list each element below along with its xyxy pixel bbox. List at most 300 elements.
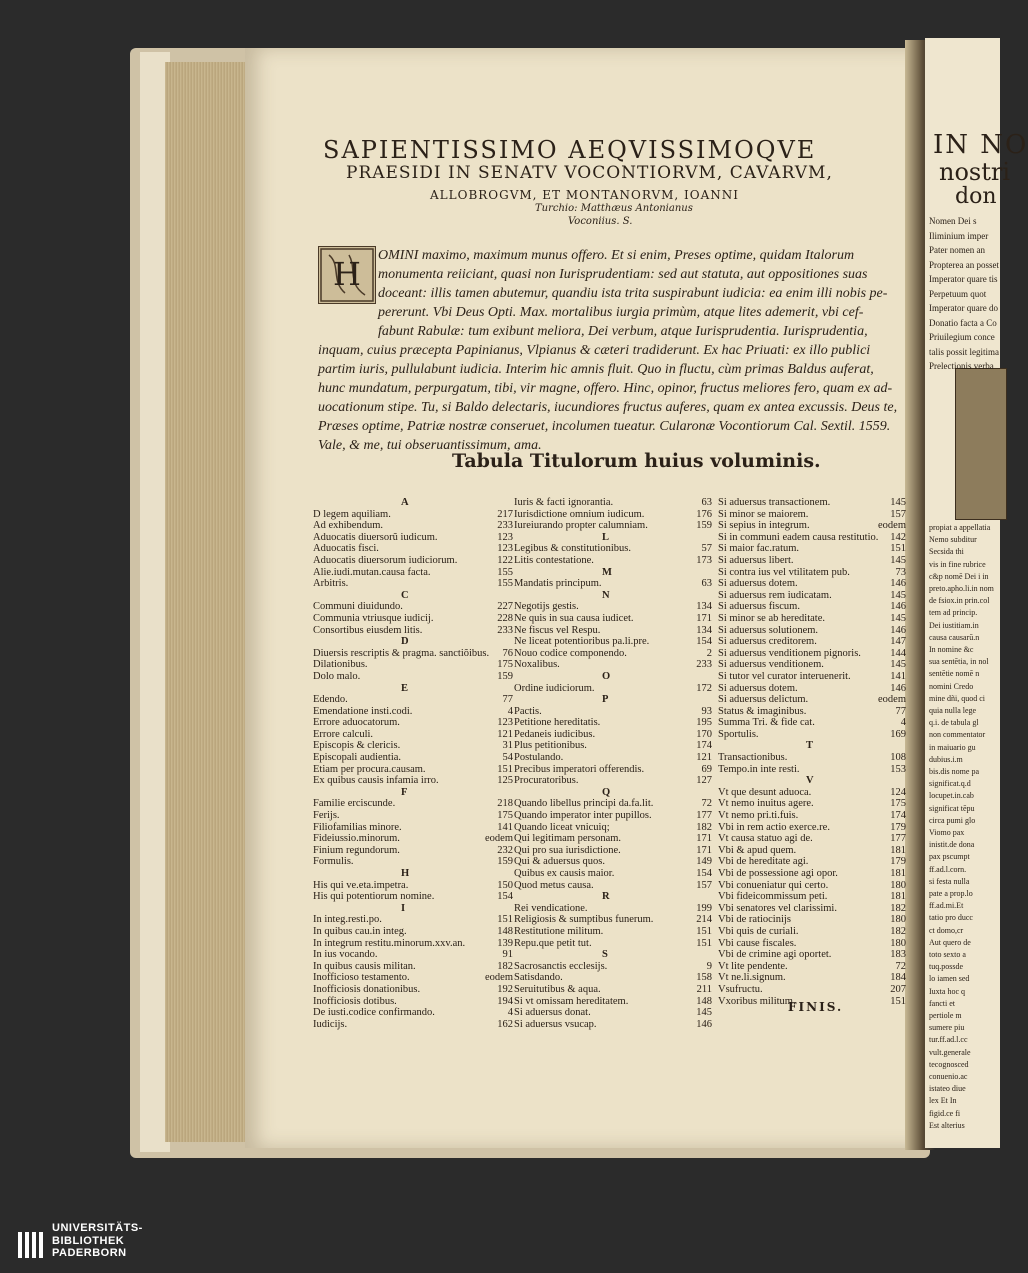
index-entry-page: 181 — [890, 844, 906, 856]
index-entry — [514, 520, 714, 532]
facing-text-line: vis in fine rubrice — [929, 559, 986, 569]
index-entry-page: 233 — [696, 659, 712, 671]
index-entry — [718, 972, 908, 984]
facing-text-line: propiat a appellatia — [929, 523, 991, 532]
index-entry-title: Iudicijs. — [313, 1018, 348, 1030]
index-entry-title: L — [602, 531, 610, 543]
index-entry-page: 91 — [502, 949, 513, 961]
index-entry — [718, 729, 908, 741]
index-entry — [313, 810, 513, 822]
index-entry — [514, 636, 714, 648]
body-line: pererunt. Vbi Deus Opti. Max. mortalibus iurgia primùm, atque lites ademerit, vbi cef- — [378, 305, 864, 320]
index-entry-title: T — [806, 740, 814, 752]
index-entry — [514, 497, 714, 509]
index-entry-title: Si contra ius vel vtilitatem pub. — [718, 566, 850, 578]
facing-heading-2: nostri — [939, 158, 1011, 186]
index-entry — [718, 717, 908, 729]
index-entry-title: Pactis. — [514, 705, 542, 717]
index-entry — [514, 543, 714, 555]
index-entry-page: 180 — [890, 937, 906, 949]
index-entry — [514, 752, 714, 764]
index-entry-title: Si tutor vel curator interuenerit. — [718, 670, 851, 682]
facing-text-line: lex Et In — [929, 1096, 957, 1106]
index-entry — [718, 891, 908, 903]
facing-text-line: Est alterius — [929, 1120, 965, 1130]
index-entry-page: 233 — [497, 520, 513, 532]
body-line: monumenta reiiciant, quasi non Iurisprudentiam: sed aut statuta, aut oppositiones suas — [378, 267, 868, 282]
index-entry-title: Vbi de crimine agi oportet. — [718, 949, 832, 961]
index-entry-title: In integ.resti.po. — [313, 914, 382, 926]
index-entry-title: Si aduersus rem iudicatam. — [718, 589, 832, 601]
index-entry-title: V — [806, 775, 814, 787]
index-entry — [313, 972, 513, 984]
facing-text-line: Iuxta hoc q — [929, 986, 965, 996]
facing-text-line: tem ad princip. — [929, 608, 978, 618]
index-entry — [718, 625, 908, 637]
index-entry — [718, 752, 908, 764]
index-entry-page: 145 — [890, 612, 906, 624]
library-name-line2: BIBLIOTHEK — [52, 1234, 125, 1247]
index-entry-page: 63 — [701, 578, 712, 590]
index-entry — [313, 880, 513, 892]
index-entry — [514, 880, 714, 892]
facing-text-line: significat tēpu — [929, 803, 975, 813]
index-entry-title: Ne liceat potentioribus pa.li.pre. — [514, 636, 650, 648]
index-entry-title: Vbi de hereditate agi. — [718, 856, 809, 868]
index-entry-page: 147 — [890, 636, 906, 648]
index-entry — [514, 625, 714, 637]
index-entry-page: 151 — [890, 995, 906, 1007]
index-entry-page: 158 — [696, 972, 712, 984]
index-letter-heading — [514, 671, 714, 683]
facing-list-line: Iliminium imper — [929, 230, 989, 241]
index-entry-title: Etiam per procura.causam. — [313, 763, 426, 775]
index-entry-page: 179 — [890, 856, 906, 868]
index-entry-page: 145 — [890, 554, 906, 566]
index-entry-title: Petitione hereditatis. — [514, 717, 601, 729]
index-entry — [514, 613, 714, 625]
index-entry — [514, 578, 714, 590]
index-entry — [313, 926, 513, 938]
facing-text-line: ff.ad.l.corn. — [929, 864, 967, 874]
index-entry — [313, 578, 513, 590]
index-entry-page: 127 — [696, 775, 712, 787]
index-entry-title: Si minor se maiorem. — [718, 508, 809, 520]
index-letter-heading — [514, 694, 714, 706]
index-entry-title: Vsufructu. — [718, 983, 763, 995]
facing-text-line: inistit.de dona — [929, 840, 975, 850]
index-entry-title: Pedaneis iudicibus. — [514, 728, 596, 740]
facing-text-line: in maiuario gu — [929, 742, 976, 752]
facing-text-line: quia nulla lege — [929, 706, 977, 715]
index-entry-title: Litis contestatione. — [514, 554, 594, 566]
index-entry — [313, 729, 513, 741]
library-name — [52, 1222, 143, 1260]
page-stack-edge — [165, 62, 250, 1142]
index-letter-heading — [514, 787, 714, 799]
index-entry — [313, 949, 513, 961]
index-entry — [514, 984, 714, 996]
index-entry — [718, 938, 908, 950]
facing-text-line: ff.ad.mi.Et — [929, 901, 964, 911]
index-entry-page: 159 — [497, 856, 513, 868]
index-entry — [313, 706, 513, 718]
index-entry — [718, 671, 908, 683]
facing-text-line: dubius.i.m — [929, 754, 963, 764]
index-entry-title: Vt nemo pri.ti.fuis. — [718, 810, 799, 822]
index-entry — [514, 740, 714, 752]
index-entry-title: Sportulis. — [718, 728, 759, 740]
index-entry — [718, 822, 908, 834]
index-entry — [313, 938, 513, 950]
index-entry — [313, 659, 513, 671]
index-entry — [718, 880, 908, 892]
index-entry-title: Repu.que petit tut. — [514, 937, 592, 949]
index-entry-title: Emendatione insti.codi. — [313, 705, 413, 717]
facing-text-line: pertiole m — [929, 1011, 962, 1020]
index-entry-page: 176 — [696, 508, 712, 520]
facing-text-line: tatio pro ducc — [929, 913, 973, 923]
index-entry-title: Errore aduocatorum. — [313, 717, 400, 729]
index-entry-page: 182 — [497, 960, 513, 972]
index-entry-page: 146 — [890, 601, 906, 613]
index-letter-heading — [313, 683, 513, 695]
index-entry-page: 182 — [890, 925, 906, 937]
index-entry — [514, 996, 714, 1008]
index-entry — [313, 601, 513, 613]
right-page-fragment — [925, 38, 1028, 1148]
index-entry-title: Errore calculi. — [313, 728, 374, 740]
index-entry-title: Si sepius in integrum. — [718, 520, 810, 532]
index-entry-page: 180 — [890, 914, 906, 926]
index-entry-title: F — [401, 786, 408, 798]
index-entry-page: 169 — [890, 728, 906, 740]
index-entry — [514, 717, 714, 729]
index-entry — [313, 740, 513, 752]
index-entry-page: 199 — [696, 902, 712, 914]
index-entry-page: 123 — [497, 543, 513, 555]
index-entry-title: Si in communi eadem causa restitutio. — [718, 531, 879, 543]
index-entry — [718, 497, 908, 509]
body-line: doceant: illis tamen abutemur, quandiu ista trita suspirabunt iudicia: ea enim illi nobis pe- — [378, 286, 888, 301]
index-entry — [313, 798, 513, 810]
index-entry-page: 146 — [890, 624, 906, 636]
dedication-heading-line4: Turchio: Matthæus Antonianus — [535, 203, 693, 214]
index-entry-title: Sacrosanctis ecclesijs. — [514, 960, 608, 972]
index-column-3 — [718, 497, 908, 1007]
body-line: Vale, & me, tui obseruantissimum, ama. — [318, 438, 542, 453]
index-entry-title: Restitutione militum. — [514, 925, 604, 937]
index-entry-page: 146 — [890, 682, 906, 694]
index-entry-title: A — [401, 497, 409, 508]
facing-text-line: istateo diue — [929, 1084, 966, 1094]
facing-text-line: q.i. de tabula gl — [929, 718, 979, 728]
index-entry — [313, 822, 513, 834]
index-entry-page: 2 — [706, 647, 712, 659]
index-entry-title: S — [602, 949, 608, 961]
dedication-heading-line2: PRAESIDI IN SENATV VOCONTIORVM, CAVARVM, — [346, 163, 833, 183]
index-entry-page: 157 — [890, 508, 906, 520]
facing-text-line: vult.generale — [929, 1047, 971, 1057]
index-entry-title: D — [401, 636, 409, 648]
index-entry-title: Vt ne.li.signum. — [718, 972, 786, 984]
index-entry-page: 141 — [890, 670, 906, 682]
index-entry-title: M — [602, 566, 612, 578]
index-entry — [718, 613, 908, 625]
index-entry-page: 177 — [890, 833, 906, 845]
index-entry-title: Postulando. — [514, 752, 564, 764]
index-entry — [313, 520, 513, 532]
facing-text-line: lo iamen sed — [929, 974, 970, 984]
index-entry — [313, 856, 513, 868]
index-entry-page: 123 — [497, 531, 513, 543]
facing-text-line: Secsida thi — [929, 547, 964, 557]
index-entry — [718, 590, 908, 602]
index-entry — [514, 1007, 714, 1019]
dedication-heading-line1: SAPIENTISSIMO AEQVISSIMOQVE — [323, 136, 817, 164]
index-entry-page: 153 — [890, 763, 906, 775]
body-line: OMINI maximo, maximum munus offero. Et si enim, Preses optime, quidam Italorum — [378, 248, 855, 263]
index-entry-page: 150 — [497, 879, 513, 891]
index-entry-page: 123 — [497, 717, 513, 729]
index-entry — [313, 671, 513, 683]
index-entry-page: 172 — [696, 682, 712, 694]
index-entry — [514, 648, 714, 660]
index-entry-page: eodem — [485, 972, 513, 984]
facing-text-line: significat.q.d — [929, 779, 971, 789]
index-entry — [313, 625, 513, 637]
index-entry-title: Fideiussio.minorum. — [313, 833, 400, 845]
index-letter-heading — [514, 590, 714, 602]
index-entry-title: Formulis. — [313, 856, 354, 868]
index-entry-page: 31 — [502, 740, 513, 752]
index-entry — [718, 567, 908, 579]
dedication-heading-line3: ALLOBROGVM, ET MONTANORVM, IOANNI — [430, 188, 740, 202]
index-entry-title: Diuersis rescriptis & pragma. sanctiõibus. — [313, 647, 490, 659]
index-entry — [313, 543, 513, 555]
index-entry — [718, 578, 908, 590]
index-entry-title: Q — [602, 786, 611, 798]
index-entry — [514, 683, 714, 695]
index-entry-page: 184 — [890, 972, 906, 984]
index-entry-title: In quibus causis militan. — [313, 960, 416, 972]
index-entry-title: C — [401, 589, 409, 601]
index-entry-title: Si aduersus solutionem. — [718, 624, 819, 636]
index-entry-page: 154 — [696, 636, 712, 648]
index-entry-page: 93 — [701, 705, 712, 717]
facing-text-line: non commentator — [929, 730, 986, 740]
index-entry — [514, 706, 714, 718]
index-entry-title: Qui pro sua iurisdictione. — [514, 844, 621, 856]
facing-text-line: In nomine &c — [929, 645, 974, 654]
index-letter-heading — [514, 567, 714, 579]
index-entry — [514, 822, 714, 834]
index-entry-page: 154 — [497, 891, 513, 903]
index-entry — [514, 555, 714, 567]
index-entry — [313, 996, 513, 1008]
index-entry-title: Tempo.in inte resti. — [718, 763, 800, 775]
facing-list-line: Donatio facta a Co — [929, 317, 997, 328]
index-entry-title: Episcopis & clericis. — [313, 740, 401, 752]
index-entry — [718, 648, 908, 660]
index-entry — [718, 659, 908, 671]
library-logo-icon — [18, 1230, 44, 1260]
index-entry-title: Si maior fac.ratum. — [718, 543, 800, 555]
facing-text-line: de fsiox.in prin.col — [929, 596, 990, 606]
index-entry-page: 175 — [890, 798, 906, 810]
index-entry-page: 181 — [890, 891, 906, 903]
facing-text-line: pate a prop.lo — [929, 889, 973, 898]
index-entry-title: Vbi cause fiscales. — [718, 937, 797, 949]
index-entry-page: 146 — [696, 1018, 712, 1030]
index-entry-page: 148 — [497, 925, 513, 937]
facing-text-line: ct domo,cr — [929, 925, 964, 935]
index-entry-page: 155 — [497, 578, 513, 590]
index-entry-title: Vbi fideicommissum peti. — [718, 891, 828, 903]
facing-text-line: tuq.possde — [929, 962, 963, 972]
index-entry-title: Si aduersus dotem. — [718, 682, 798, 694]
index-entry-page: 124 — [890, 786, 906, 798]
index-entry — [313, 914, 513, 926]
index-letter-heading — [313, 868, 513, 880]
index-entry-page: 145 — [696, 1007, 712, 1019]
index-entry-page: 151 — [890, 543, 906, 555]
index-entry-page: 125 — [497, 775, 513, 787]
svg-text:H: H — [333, 255, 361, 293]
index-entry — [718, 764, 908, 776]
index-entry-page: 77 — [502, 694, 513, 706]
index-entry — [514, 926, 714, 938]
index-entry-title: Ad exhibendum. — [313, 520, 383, 532]
facing-list-line: talis possit legitima — [929, 346, 999, 357]
index-entry-title: De iusti.codice confirmando. — [313, 1007, 435, 1019]
index-entry-title: Consortibus eiusdem litis. — [313, 624, 423, 636]
facing-text-line: pax pscumpt — [929, 852, 970, 862]
facing-text-line: fancti et — [929, 998, 955, 1008]
index-entry-title: Vbi de possessione agi opor. — [718, 868, 838, 879]
index-entry — [313, 717, 513, 729]
index-entry-page: 171 — [696, 833, 712, 845]
index-entry-page: 183 — [890, 949, 906, 961]
index-entry — [514, 659, 714, 671]
index-entry-page: 174 — [890, 810, 906, 822]
facing-text-line: sua sentētia, in nol — [929, 657, 989, 667]
index-entry-title: Quando libellus principi da.fa.lit. — [514, 798, 654, 810]
index-entry — [514, 961, 714, 973]
index-entry-page: 151 — [696, 937, 712, 949]
index-entry-title: Si aduersus creditorem. — [718, 636, 817, 648]
dedication-body — [318, 246, 908, 455]
index-entry-page: 77 — [895, 705, 906, 717]
index-entry-page: 121 — [696, 752, 712, 764]
table-title: Tabula Titulorum huius voluminis. — [452, 450, 821, 472]
index-entry-title: Rei vendicatione. — [514, 902, 588, 914]
index-entry-title: Legibus & constitutionibus. — [514, 543, 631, 555]
index-entry-page: eodem — [878, 520, 906, 532]
index-entry-page: 151 — [497, 763, 513, 775]
index-entry — [514, 868, 714, 880]
index-entry — [718, 683, 908, 695]
index-entry-title: Inofficiosis donationibus. — [313, 983, 421, 995]
index-entry-title: Ferijs. — [313, 810, 340, 822]
index-entry-title: Ex quibus causis infamia irro. — [313, 775, 439, 787]
index-letter-heading — [313, 636, 513, 648]
index-entry-title: Filiofamilias minore. — [313, 821, 402, 833]
index-entry-page: 73 — [895, 566, 906, 578]
index-entry-title: Vbi de ratiocinijs — [718, 914, 791, 926]
index-entry — [718, 810, 908, 822]
body-line: fabunt Rabulæ: tum exibunt meliora, Dei verbum, atque Iurisprudentia. Iurisprudentia, — [378, 324, 868, 339]
library-footer — [0, 1220, 1000, 1273]
index-entry-title: Aduocatis diuersorum iudiciorum. — [313, 554, 458, 566]
library-name-line1: UNIVERSITÄTS- — [52, 1222, 143, 1234]
index-entry-page: 134 — [696, 601, 712, 613]
index-entry-page: 175 — [497, 659, 513, 671]
index-entry — [514, 509, 714, 521]
index-entry — [718, 903, 908, 915]
index-entry — [718, 509, 908, 521]
index-entry-title: Si aduersus venditionem. — [718, 659, 824, 671]
index-entry — [718, 961, 908, 973]
index-entry — [718, 694, 908, 706]
index-entry-title: Finium regundorum. — [313, 844, 400, 856]
index-entry — [514, 938, 714, 950]
index-entry-title: N — [602, 589, 610, 601]
body-line: partim iuris, pullulabunt iudicia. Interim hic amnis fluit. Quo in fluctu, cùm primas Baldus auferat, — [318, 362, 874, 377]
index-entry-title: H — [401, 868, 410, 879]
index-entry-title: Vt que desunt aduoca. — [718, 786, 812, 798]
index-entry — [514, 729, 714, 741]
index-entry-page: 4 — [507, 1007, 513, 1019]
index-entry-page: 194 — [497, 995, 513, 1007]
dedication-heading-line5: Voconiius. S. — [568, 216, 633, 227]
index-entry-title: Dolo malo. — [313, 670, 361, 682]
index-column-2 — [514, 497, 714, 1030]
index-entry-title: Vt lite pendente. — [718, 960, 788, 972]
index-entry-page: 159 — [497, 670, 513, 682]
index-entry-title: I — [401, 902, 406, 914]
index-entry-title: In quibus cau.in integ. — [313, 925, 407, 937]
index-entry-page: 192 — [497, 983, 513, 995]
index-entry-page: 181 — [890, 868, 906, 879]
index-entry — [313, 1007, 513, 1019]
index-entry-title: Ne fiscus vel Respu. — [514, 624, 601, 636]
facing-text-line: mine dñi, quod ci — [929, 693, 985, 703]
index-entry-title: Edendo. — [313, 694, 348, 706]
index-entry — [514, 856, 714, 868]
index-entry-page: 72 — [701, 798, 712, 810]
facing-list-line: Priuilegium conce — [929, 332, 995, 342]
index-entry-page: 177 — [696, 810, 712, 822]
index-entry-page: 211 — [696, 983, 712, 995]
index-entry-title: Transactionibus. — [718, 752, 788, 764]
index-entry-title: D legem aquiliam. — [313, 508, 391, 520]
index-entry-title: Communia vtriusque iudicij. — [313, 612, 434, 624]
index-entry — [514, 764, 714, 776]
index-entry-title: Inofficiosis dotibus. — [313, 995, 397, 1007]
index-letter-heading — [313, 590, 513, 602]
index-entry — [718, 543, 908, 555]
index-letter-heading — [718, 740, 908, 752]
index-entry-page: eodem — [485, 833, 513, 845]
facing-text-line: circa pumi glo — [929, 815, 976, 825]
index-entry-title: Ne quis in sua causa iudicet. — [514, 612, 634, 624]
index-entry-title: Summa Tri. & fide cat. — [718, 717, 815, 729]
index-entry-page: 159 — [696, 520, 712, 532]
index-entry — [313, 532, 513, 544]
index-entry-title: Ordine iudiciorum. — [514, 682, 595, 694]
index-entry-page: 4 — [507, 705, 513, 717]
